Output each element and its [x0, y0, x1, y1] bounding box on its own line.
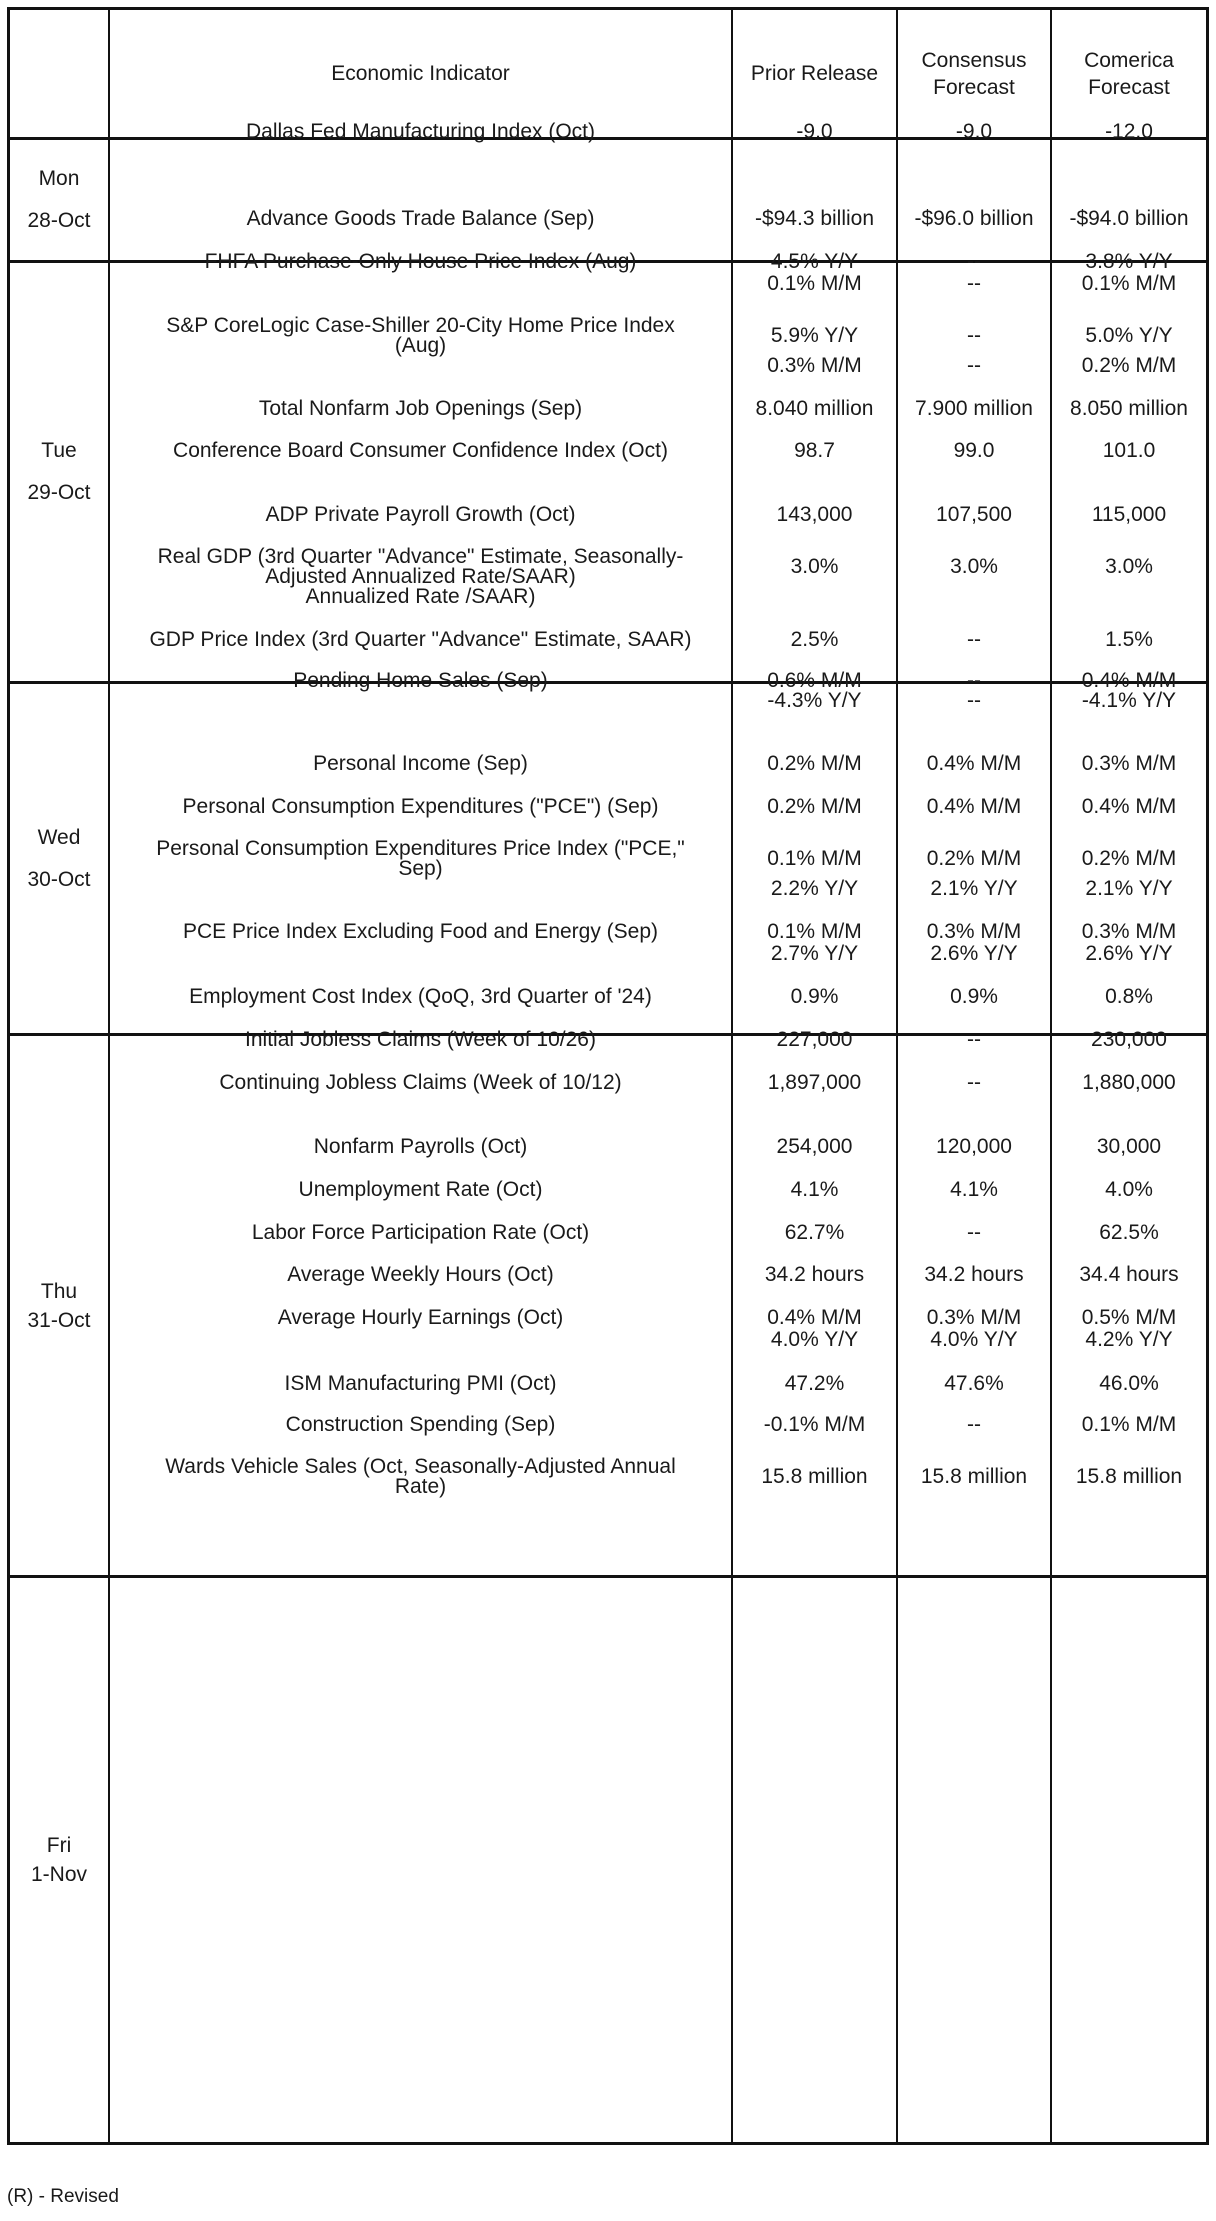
indicator-cell: GDP Price Index (3rd Quarter "Advance" Estimate, SAAR): [149, 627, 692, 651]
consensus-forecast-cell: -9.0: [955, 119, 993, 143]
prior-release-cell: -4.3% Y/Y: [767, 688, 862, 712]
indicator-cell: Adjusted Annualized Rate/SAAR): [265, 564, 576, 588]
header-day-cell: [10, 10, 108, 137]
comerica-forecast-cell: 4.0%: [1105, 1177, 1153, 1201]
prior-release-cell: 0.3% M/M: [767, 353, 862, 377]
header-prior-label: Prior Release: [750, 62, 879, 85]
prior-release-cell: 2.5%: [790, 627, 839, 651]
comerica-forecast-cell: 15.8 million: [1075, 1464, 1183, 1488]
consensus-forecast-cell: 0.9%: [950, 984, 998, 1008]
indicator-cell: Dallas Fed Manufacturing Index (Oct): [246, 119, 595, 143]
consensus-forecast-cell: --: [967, 668, 981, 692]
indicator-cell: ADP Private Payroll Growth (Oct): [265, 502, 576, 526]
comerica-forecast-cell: 2.6% Y/Y: [1085, 941, 1173, 965]
consensus-forecast-cell: --: [967, 353, 981, 377]
day-name: Tue: [41, 439, 77, 462]
consensus-forecast-cell: 0.4% M/M: [926, 794, 1022, 818]
consensus-forecast-cell: 2.1% Y/Y: [930, 876, 1018, 900]
consensus-forecast-cell: 120,000: [936, 1134, 1012, 1158]
comerica-forecast-cell: 62.5%: [1099, 1220, 1159, 1244]
consensus-forecast-cell: 34.2 hours: [924, 1262, 1024, 1286]
day-label-thu: [10, 1036, 108, 1575]
comerica-forecast-cell: 0.2% M/M: [1081, 846, 1177, 870]
prior-release-cell: 34.2 hours: [764, 1262, 865, 1286]
comerica-forecast-cell: 8.050 million: [1070, 396, 1188, 420]
comerica-forecast-cell: 101.0: [1102, 438, 1156, 462]
prior-release-cell: 0.9%: [790, 984, 839, 1008]
prior-release-cell: 0.1% M/M: [767, 271, 862, 295]
comerica-forecast-cell: 5.0% Y/Y: [1085, 323, 1173, 347]
indicator-cell: Average Hourly Earnings (Oct): [277, 1305, 564, 1329]
indicator-cell: Initial Jobless Claims (Week of 10/26): [245, 1027, 596, 1051]
prior-release-cell: 62.7%: [784, 1220, 845, 1244]
consensus-forecast-cell: 2.6% Y/Y: [930, 941, 1018, 965]
comerica-forecast-cell: 3.8% Y/Y: [1085, 249, 1173, 273]
indicator-cell: Employment Cost Index (QoQ, 3rd Quarter of '24): [189, 984, 652, 1008]
day-label-wed: [10, 684, 108, 1033]
prior-release-cell: -0.1% M/M: [763, 1412, 866, 1436]
prior-release-cell: 227,000: [776, 1027, 853, 1051]
comerica-forecast-cell: 0.3% M/M: [1081, 751, 1177, 775]
comerica-forecast-cell: 0.5% M/M: [1081, 1305, 1177, 1329]
day-label-fri: [10, 1578, 108, 2142]
prior-release-cell: 0.2% M/M: [767, 751, 862, 775]
header-comerica-line: Comerica: [1084, 48, 1174, 72]
consensus-forecast-cell: 0.3% M/M: [926, 1305, 1022, 1329]
footnote: (R) - Revised: [7, 2186, 119, 2207]
comerica-forecast-cell: 0.8%: [1105, 984, 1153, 1008]
consensus-forecast-cell: 4.1%: [950, 1177, 998, 1201]
consensus-forecast-cell: 0.4% M/M: [926, 751, 1022, 775]
indicator-cell: Average Weekly Hours (Oct): [287, 1262, 554, 1286]
comerica-forecast-cell: 2.1% Y/Y: [1085, 876, 1173, 900]
consensus-forecast-cell: --: [967, 323, 981, 347]
prior-release-cell: 254,000: [776, 1134, 853, 1158]
consensus-forecast-cell: --: [967, 1220, 981, 1244]
consensus-forecast-cell: 3.0%: [950, 554, 998, 578]
day-date: 28-Oct: [27, 209, 91, 232]
prior-release-cell: 0.4% M/M: [767, 1305, 862, 1329]
consensus-forecast-cell: --: [967, 688, 981, 712]
indicator-cell: PCE Price Index Excluding Food and Energy (Sep): [182, 919, 659, 943]
indicator-cell: FHFA Purchase-Only House Price Index (Aug): [204, 249, 637, 273]
comerica-forecast-cell: 4.2% Y/Y: [1085, 1327, 1173, 1351]
comerica-forecast-cell: 3.0%: [1105, 554, 1153, 578]
consensus-forecast-cell: 47.6%: [944, 1371, 1004, 1395]
consensus-forecast-cell: 107,500: [936, 502, 1012, 526]
header-comerica-line: Forecast: [1088, 75, 1170, 99]
header-indicator-label: Economic Indicator: [331, 62, 510, 85]
day-name: Wed: [37, 825, 81, 849]
prior-release-cell: 15.8 million: [761, 1464, 868, 1488]
indicator-cell: Rate): [394, 1474, 447, 1498]
indicator-cell: Personal Income (Sep): [313, 751, 528, 775]
comerica-forecast-cell: 34.4 hours: [1079, 1262, 1179, 1286]
prior-release-cell: 0.1% M/M: [767, 846, 862, 870]
comerica-forecast-cell: 0.3% M/M: [1081, 919, 1177, 943]
indicator-cell: Nonfarm Payrolls (Oct): [313, 1134, 528, 1158]
consensus-forecast-cell: -$96.0 billion: [914, 206, 1034, 230]
prior-release-cell: 0.6% M/M: [767, 668, 862, 692]
comerica-forecast-cell: 1.5%: [1105, 627, 1153, 651]
indicator-cell: Annualized Rate /SAAR): [305, 584, 536, 608]
consensus-forecast-cell: 15.8 million: [920, 1464, 1028, 1488]
indicator-cell: Total Nonfarm Job Openings (Sep): [258, 396, 583, 420]
header-consensus-line: Forecast: [933, 75, 1015, 99]
day-name: Thu: [40, 1279, 78, 1303]
prior-release-cell: 0.2% M/M: [767, 794, 862, 818]
comerica-forecast-cell: -12.0: [1105, 119, 1153, 143]
consensus-forecast-cell: --: [967, 271, 981, 295]
prior-release-cell: 143,000: [776, 502, 853, 526]
indicator-cell: Continuing Jobless Claims (Week of 10/12): [219, 1070, 622, 1094]
comerica-forecast-cell: -$94.0 billion: [1069, 206, 1189, 230]
indicator-cell: (Aug): [394, 333, 447, 357]
header-consensus-line: Consensus: [921, 48, 1027, 72]
prior-release-cell: 4.1%: [790, 1177, 839, 1201]
indicator-cell: Advance Goods Trade Balance (Sep): [246, 206, 595, 230]
day-date: 29-Oct: [27, 481, 91, 504]
comerica-forecast-cell: -4.1% Y/Y: [1081, 688, 1177, 712]
consensus-forecast-cell: --: [967, 1412, 981, 1436]
indicator-cell: Personal Consumption Expenditures Price Index ("PCE,": [156, 836, 685, 860]
day-date: 1-Nov: [30, 1863, 88, 1886]
day-name: Fri: [46, 1834, 72, 1857]
economic-calendar-table: [7, 7, 1209, 2145]
indicator-cell: Wards Vehicle Sales (Oct, Seasonally-Adjusted Annual: [165, 1454, 676, 1478]
indicator-cell: Personal Consumption Expenditures ("PCE") (Sep): [182, 794, 659, 818]
indicator-cell: Construction Spending (Sep): [285, 1412, 556, 1436]
comerica-forecast-cell: 0.1% M/M: [1081, 1412, 1177, 1436]
indicator-cell: Pending Home Sales (Sep): [293, 668, 548, 692]
consensus-forecast-cell: 4.0% Y/Y: [930, 1327, 1018, 1351]
prior-release-cell: 3.0%: [790, 554, 839, 578]
prior-release-cell: 4.0% Y/Y: [770, 1327, 859, 1351]
prior-release-cell: 0.1% M/M: [767, 919, 862, 943]
consensus-forecast-cell: 7.900 million: [915, 396, 1033, 420]
indicator-cell: Real GDP (3rd Quarter "Advance" Estimate, Seasonally-: [157, 544, 684, 568]
day-name: Mon: [38, 167, 80, 190]
indicator-cell: Labor Force Participation Rate (Oct): [251, 1220, 590, 1244]
prior-release-cell: -9.0: [796, 119, 833, 143]
prior-release-cell: 98.7: [794, 438, 835, 462]
comerica-forecast-cell: 0.1% M/M: [1081, 271, 1177, 295]
day-label-mon: [10, 140, 108, 260]
comerica-forecast-cell: 230,000: [1091, 1027, 1167, 1051]
day-label-tue: [10, 263, 108, 681]
consensus-forecast-cell: --: [967, 1070, 981, 1094]
consensus-forecast-cell: --: [967, 249, 981, 273]
comerica-forecast-cell: 1,880,000: [1082, 1070, 1176, 1094]
prior-release-cell: -$94.3 billion: [754, 206, 875, 230]
comerica-forecast-cell: 0.2% M/M: [1081, 353, 1177, 377]
indicator-cell: ISM Manufacturing PMI (Oct): [284, 1371, 557, 1395]
prior-release-cell: 8.040 million: [755, 396, 874, 420]
comerica-forecast-cell: 0.4% M/M: [1081, 794, 1177, 818]
indicator-cell: S&P CoreLogic Case-Shiller 20-City Home Price Index: [166, 313, 675, 337]
comerica-forecast-cell: 30,000: [1096, 1134, 1162, 1158]
indicator-cell: Conference Board Consumer Confidence Index (Oct): [173, 438, 668, 462]
prior-release-cell: 2.2% Y/Y: [770, 876, 859, 900]
comerica-forecast-cell: 115,000: [1091, 502, 1167, 526]
prior-release-cell: 1,897,000: [767, 1070, 862, 1094]
day-date: 31-Oct: [27, 1308, 91, 1332]
consensus-forecast-cell: 0.3% M/M: [926, 919, 1022, 943]
comerica-forecast-cell: 46.0%: [1099, 1371, 1159, 1395]
section-divider: [10, 1575, 1206, 1578]
consensus-forecast-cell: 0.2% M/M: [926, 846, 1022, 870]
prior-release-cell: 2.7% Y/Y: [770, 941, 859, 965]
day-date: 30-Oct: [27, 867, 91, 891]
consensus-forecast-cell: 99.0: [953, 438, 995, 462]
prior-release-cell: 47.2%: [784, 1371, 845, 1395]
indicator-cell: Unemployment Rate (Oct): [298, 1177, 543, 1201]
comerica-forecast-cell: 0.4% M/M: [1081, 668, 1177, 692]
prior-release-cell: 4.5% Y/Y: [770, 249, 859, 273]
prior-release-cell: 5.9% Y/Y: [770, 323, 859, 347]
indicator-cell: Sep): [398, 856, 443, 880]
consensus-forecast-cell: --: [967, 627, 981, 651]
consensus-forecast-cell: --: [967, 1027, 981, 1051]
